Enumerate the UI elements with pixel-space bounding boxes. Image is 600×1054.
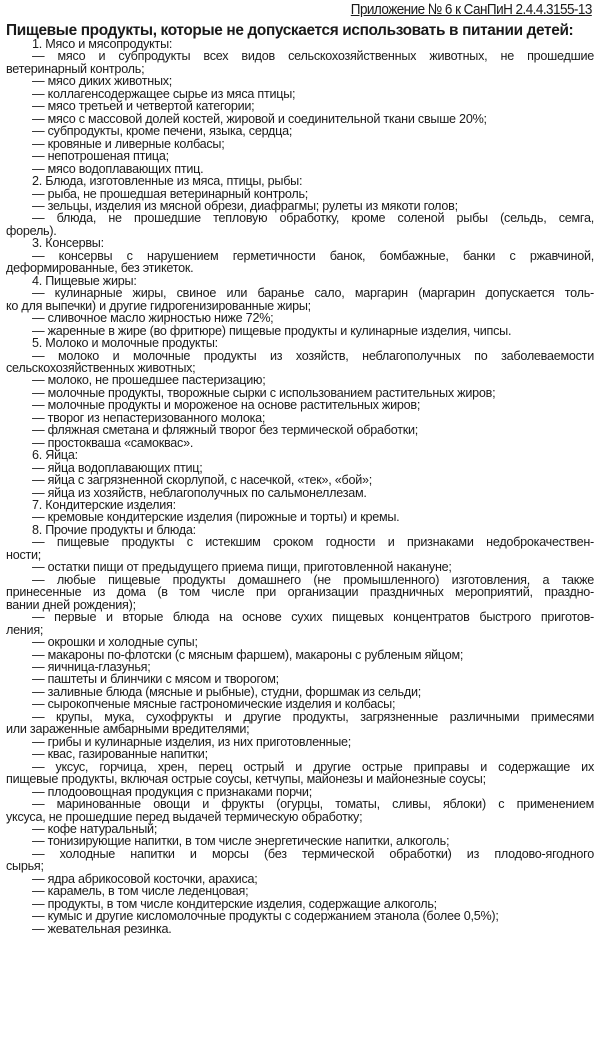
appendix-reference: Приложение № 6 к СанПиН 2.4.4.3155-13 xyxy=(350,1,592,18)
list-item: — плодоовощная продукция с признаками порчи; xyxy=(32,784,312,799)
list-item: — любые пищевые продукты домашнего (не промышленного) изготовления, а также xyxy=(32,572,594,587)
list-item: — заливные блюда (мясные и рыбные), студни, форшмак из сельди; xyxy=(32,684,421,699)
list-item: — молочные продукты, творожные сырки с использованием растительных жиров; xyxy=(32,385,496,400)
list-item: — пищевые продукты с истекшим сроком годности и признаками недоброкачествен- xyxy=(32,535,594,550)
list-item: — молоко и молочные продукты из хозяйств, неблагополучных по заболеваемости xyxy=(32,348,594,363)
list-item: — жаренные в жире (во фритюре) пищевые продукты и кулинарные изделия, чипсы. xyxy=(32,323,512,338)
category-heading: 8. Прочие продукты и блюда: xyxy=(32,522,196,537)
list-item-continuation: уксуса, не прошедшие перед выдачей термическую обработку; xyxy=(6,809,363,824)
document-title: Пищевые продукты, которые не допускается использовать в питании детей: xyxy=(6,22,574,39)
list-item: — карамель, в том числе леденцовая; xyxy=(32,884,249,899)
list-item: — молоко, не прошедшее пастеризацию; xyxy=(32,373,266,388)
list-item: — сливочное масло жирностью ниже 72%; xyxy=(32,311,274,326)
list-item: — яичница-глазунья; xyxy=(32,660,151,674)
list-item: — уксус, горчица, хрен, перец острый и другие острые приправы и содержащие их xyxy=(32,759,594,774)
list-item: — ядра абрикосовой косточки, арахиса; xyxy=(32,871,258,886)
category-heading: 1. Мясо и мясопродукты: xyxy=(32,37,173,51)
list-item: — мясо третьей и четвертой категории; xyxy=(32,99,255,114)
list-item: — рыба, не прошедшая ветеринарный контроль; xyxy=(32,186,309,201)
list-item-continuation: сырья; xyxy=(6,859,44,874)
list-item: — кремовые кондитерские изделия (пирожные и торты) и кремы. xyxy=(32,510,400,525)
list-item: — простокваша «самоквас». xyxy=(32,435,194,450)
list-item: — маринованные овощи и фрукты (огурцы, томаты, сливы, яблоки) с применением xyxy=(32,797,594,812)
list-item: — яйца с загрязненной скорлупой, с насечкой, «тек», «бой»; xyxy=(32,473,373,488)
list-item: — творог из непастеризованного молока; xyxy=(32,410,266,425)
list-item-continuation: ности; xyxy=(6,547,42,562)
list-item: — яйца из хозяйств, неблагополучных по сальмонеллезам. xyxy=(32,485,367,500)
list-item: — кумыс и другие кисломолочные продукты с содержанием этанола (более 0,5%); xyxy=(32,909,499,924)
list-item: — холодные напитки и морсы (без термической обработки) из плодово-ягодного xyxy=(32,846,594,861)
list-item: — остатки пищи от предыдущего приема пищи, приготовленной накануне; xyxy=(32,560,452,575)
list-item: — молочные продукты и мороженое на основе растительных жиров; xyxy=(32,398,421,413)
list-item-continuation: сельскохозяйственных животных; xyxy=(6,360,196,375)
list-item-continuation: деформированные, без этикеток. xyxy=(6,261,194,276)
category-heading: 7. Кондитерские изделия: xyxy=(32,498,176,513)
list-item: — грибы и кулинарные изделия, из них приготовленные; xyxy=(32,734,352,749)
list-item: — первые и вторые блюда на основе сухих пищевых концентратов быстрого приготов- xyxy=(32,610,594,625)
list-item: — мясо с массовой долей костей, жировой и соединительной ткани свыше 20%; xyxy=(32,111,487,126)
list-item-continuation: ветеринарный контроль; xyxy=(6,61,145,76)
list-item: — коллагенсодержащее сырье из мяса птицы; xyxy=(32,86,296,101)
list-item: — фляжная сметана и фляжный творог без термической обработки; xyxy=(32,423,419,438)
list-item: — мясо и субпродукты всех видов сельскохозяйственных животных, не прошедшие xyxy=(32,49,594,64)
list-item: — кровяные и ливерные колбасы; xyxy=(32,136,225,151)
category-heading: 2. Блюда, изготовленные из мяса, птицы, рыбы: xyxy=(32,174,303,189)
list-item: — окрошки и холодные супы; xyxy=(32,635,198,650)
list-item: — жевательная резинка. xyxy=(32,921,172,936)
list-item: — тонизирующие напитки, в том числе энергетические напитки, алкоголь; xyxy=(32,834,450,849)
list-item-continuation: ления; xyxy=(6,622,44,637)
list-item-continuation: вании дней рождения); xyxy=(6,597,136,612)
list-item: — субпродукты, кроме печени, языка, сердца; xyxy=(32,124,293,139)
category-heading: 6. Яйца: xyxy=(32,448,78,463)
list-item: — мясо диких животных; xyxy=(32,74,173,89)
list-item: — зельцы, изделия из мясной обрези, диафрагмы; рулеты из мякоти голов; xyxy=(32,198,458,213)
list-item: — продукты, в том числе кондитерские изделия, содержащие алкоголь; xyxy=(32,896,437,911)
list-item: — мясо водоплавающих птиц. xyxy=(32,161,204,176)
list-item: — кулинарные жиры, свиное или баранье сало, маргарин (маргарин допускается толь- xyxy=(32,286,594,301)
list-item-continuation: форель). xyxy=(6,223,57,238)
list-item-continuation: пищевые продукты, включая острые соусы, кетчупы, майонезы и майонезные соусы; xyxy=(6,772,486,787)
list-item-continuation: ко для выпечки) и другие гидрогенизированные жиры; xyxy=(6,298,311,313)
list-item: — сырокопченые мясные гастрономические изделия и колбасы; xyxy=(32,697,396,712)
list-item: — крупы, мука, сухофрукты и другие продукты, загрязненные различными примесями xyxy=(32,709,594,724)
list-item-continuation: принесенные из дома (в том числе при организации праздничных мероприятий, праздно- xyxy=(6,585,594,600)
list-item: — паштеты и блинчики с мясом и творогом; xyxy=(32,672,279,687)
list-item: — блюда, не прошедшие тепловую обработку, кроме соленой рыбы (сельдь, семга, xyxy=(32,211,594,226)
list-item: — макароны по-флотски (с мясным фаршем), макароны с рубленым яйцом; xyxy=(32,647,464,662)
category-heading: 4. Пищевые жиры: xyxy=(32,273,137,288)
list-item: — кофе натуральный; xyxy=(32,821,158,836)
list-item: — непотрошеная птица; xyxy=(32,149,169,164)
category-heading: 5. Молоко и молочные продукты: xyxy=(32,336,218,351)
list-item-continuation: или зараженные амбарными вредителями; xyxy=(6,722,250,737)
list-item: — квас, газированные напитки; xyxy=(32,747,208,762)
list-item: — яйца водоплавающих птиц; xyxy=(32,460,203,475)
list-item: — консервы с нарушением герметичности банок, бомбажные, банки с ржавчиной, xyxy=(32,248,594,263)
category-heading: 3. Консервы: xyxy=(32,236,104,251)
